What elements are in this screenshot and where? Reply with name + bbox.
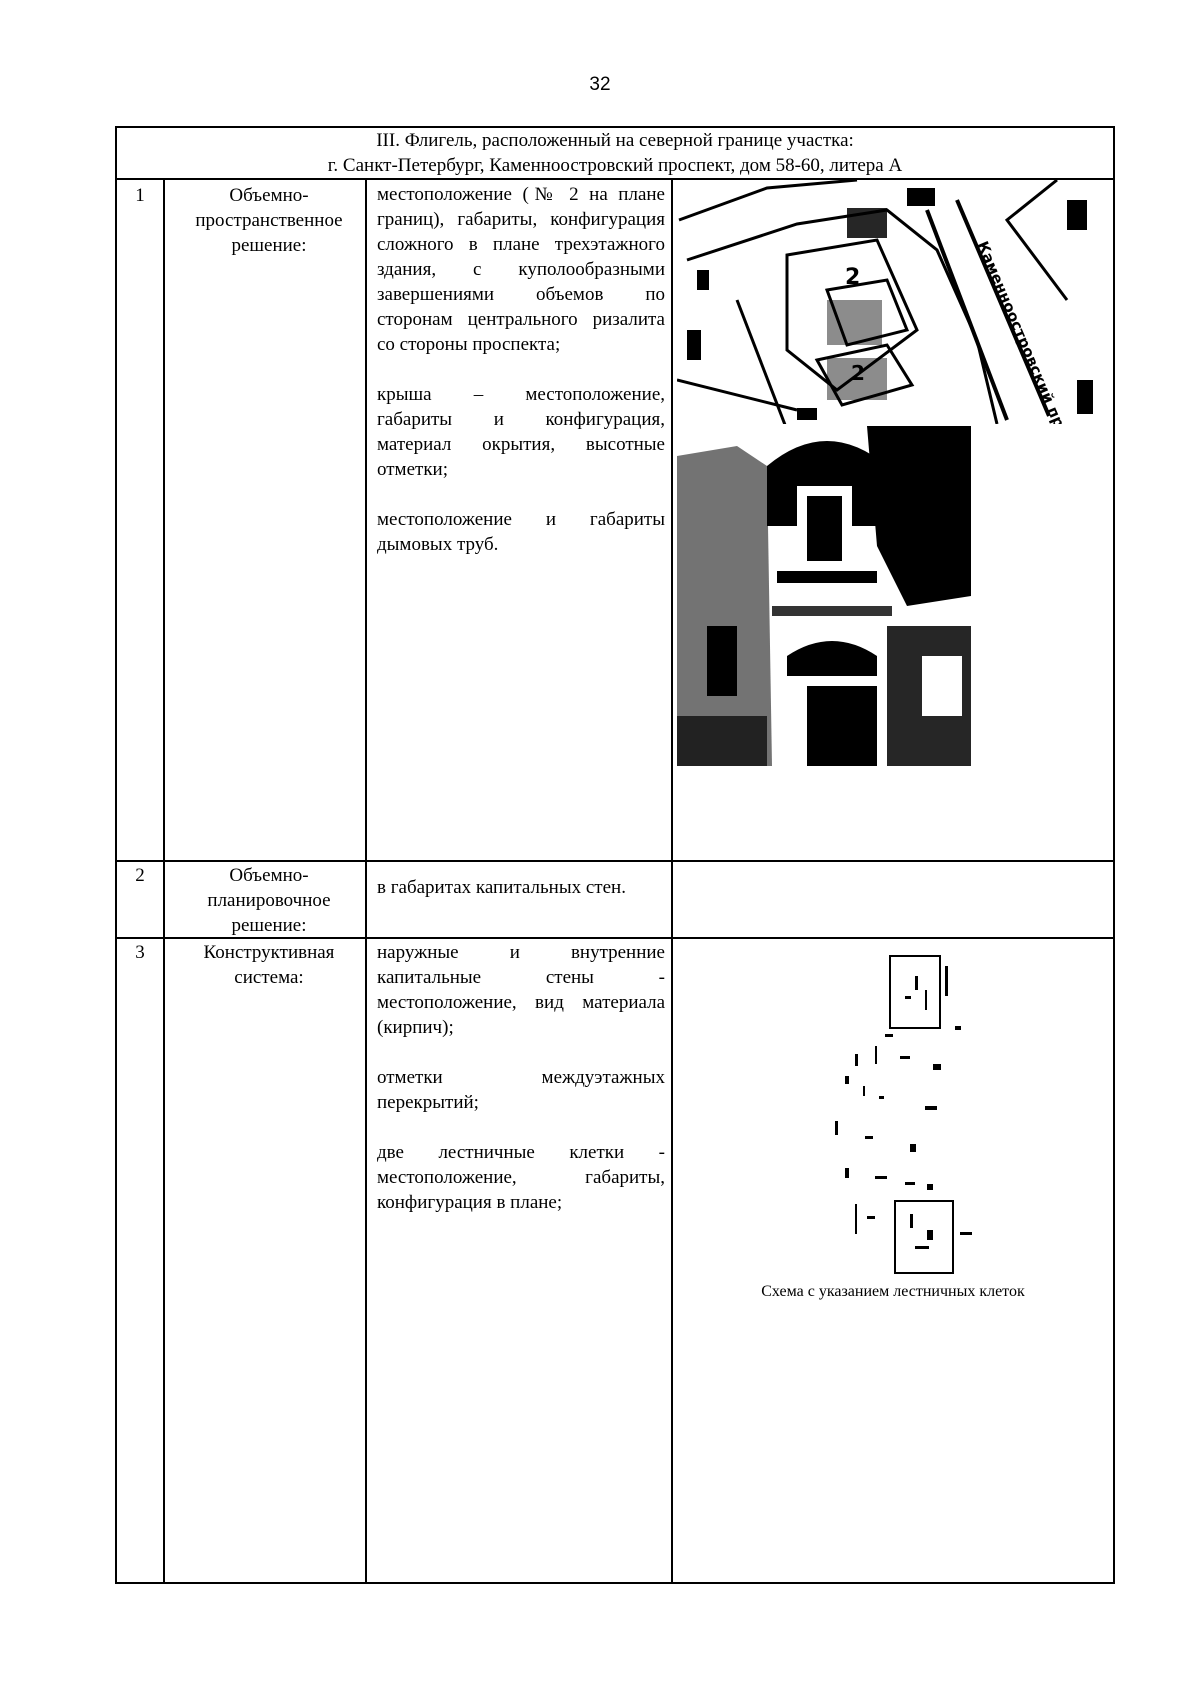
scheme-caption: Схема с указанием лестничных клеток <box>761 1283 1025 1300</box>
facade-photo <box>677 426 971 766</box>
section-title: III. Флигель, расположенный на северной границе участка: <box>376 130 854 151</box>
site-plan-map-graphic <box>677 180 1109 424</box>
row-name: Объемно-пространственное решение: <box>195 185 343 256</box>
section-address: г. Санкт-Петербург, Каменноостровский проспект, дом 58-60, литера А <box>327 155 903 176</box>
table-border-left <box>115 126 117 1584</box>
row-divider-1 <box>115 860 1115 862</box>
row-name: Объемно-планировочное решение: <box>207 865 331 936</box>
col-divider-3 <box>671 178 673 1584</box>
description-paragraph: наружные и внутренние капитальные стены - местоположение, вид материала (кирпич); <box>377 942 665 1038</box>
row-description <box>377 940 665 1240</box>
section-header <box>117 128 1113 178</box>
row-number: 3 <box>135 942 145 963</box>
table-border-bottom <box>115 1582 1115 1584</box>
table-border-right <box>1113 126 1115 1584</box>
map-label: 2 <box>845 265 861 290</box>
map-label: 2 <box>851 361 865 385</box>
row-number: 1 <box>135 185 145 206</box>
description-paragraph: отметки междуэтажных перекрытий; <box>377 1067 665 1113</box>
row-name: Конструктивная система: <box>203 942 335 988</box>
page-number: 32 <box>589 74 611 95</box>
site-plan-map <box>677 180 1109 424</box>
description-paragraph: в габаритах капитальных стен. <box>377 877 626 898</box>
staircase-scheme-graphic <box>815 946 985 1276</box>
row-description <box>377 182 665 582</box>
facade-photo-graphic <box>677 426 971 766</box>
description-paragraph: две лестничные клетки - местоположение, габариты, конфигурация в плане; <box>377 1142 665 1213</box>
description-paragraph: крыша – местоположение, габариты и конфигурация, материал окрытия, высотные отметки; <box>377 384 665 480</box>
row-number: 2 <box>135 865 145 886</box>
col-divider-1 <box>163 178 165 1584</box>
heritage-table <box>115 126 1115 1584</box>
description-paragraph: местоположение (№ 2 на плане границ), габариты, конфигурация сложного в плане трехэтажного здания, с куполообразными завершениями объемов по сторонам центрального ризалита со стороны проспекта; <box>377 184 665 355</box>
row-description <box>377 875 665 900</box>
description-paragraph: местоположение и габариты дымовых труб. <box>377 509 665 555</box>
staircase-scheme <box>815 946 985 1276</box>
col-divider-2 <box>365 178 367 1584</box>
